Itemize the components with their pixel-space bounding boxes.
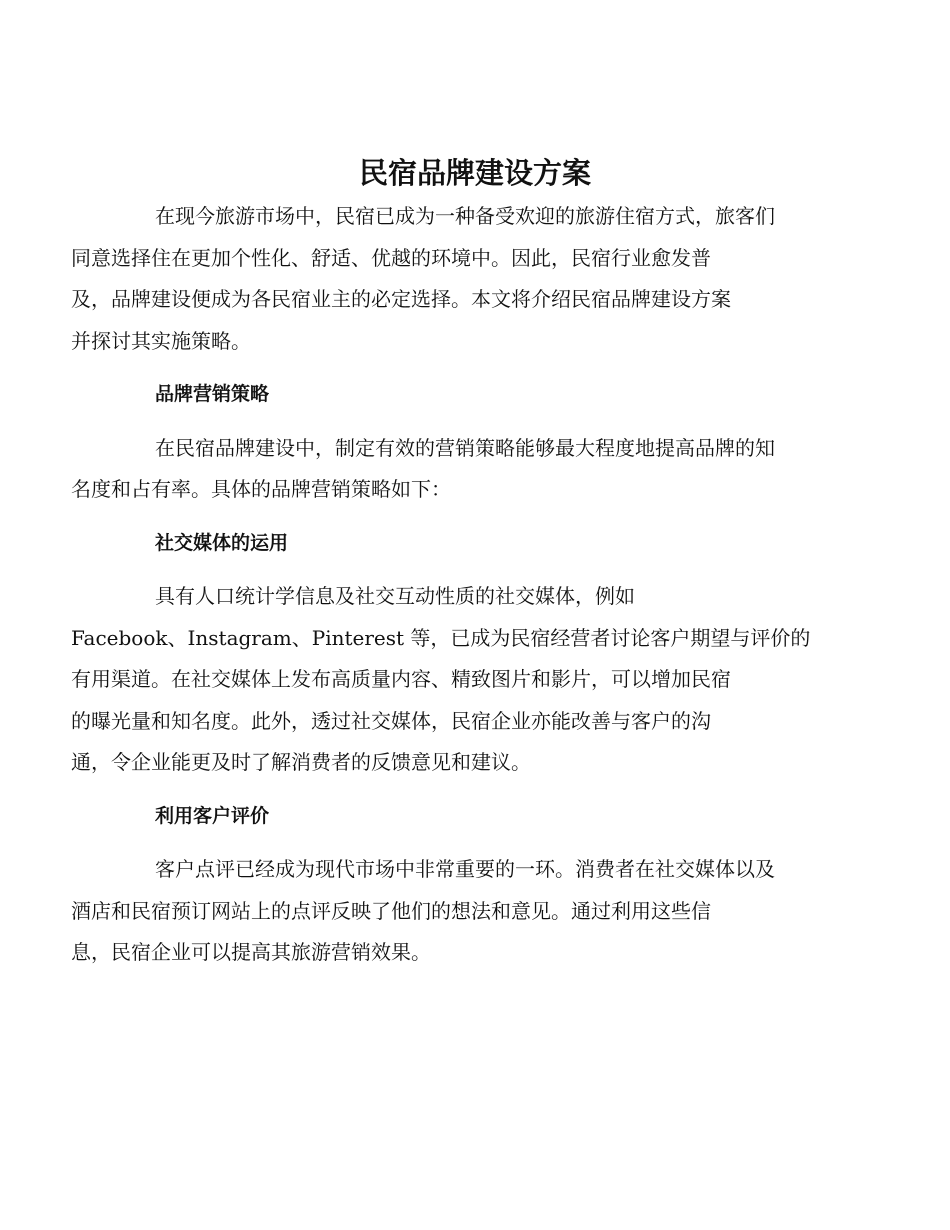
section3-paragraph [71, 849, 837, 974]
section-heading-brand-marketing: 品牌营销策略 [155, 383, 270, 405]
text-line: 通，令企业能更及时了解消费者的反馈意见和建议。 [71, 750, 531, 774]
section-heading-social-media: 社交媒体的运用 [155, 531, 289, 554]
text-line: 名度和占有率。具体的品牌营销策略如下： [71, 477, 451, 501]
text-line: 同意选择住在更加个性化、舒适、优越的环境中。因此，民宿行业愈发普 [71, 245, 711, 270]
text-line: 及，品牌建设便成为各民宿业主的必定选择。本文将介绍民宿品牌建设方案 [71, 287, 731, 311]
text-line: 在现今旅游市场中，民宿已成为一种备受欢迎的旅游住宿方式，旅客们 [155, 204, 775, 228]
text-line: 具有人口统计学信息及社交互动性质的社交媒体，例如 [155, 584, 635, 608]
text-line: 客户点评已经成为现代市场中非常重要的一环。消费者在社交媒体以及 [155, 857, 775, 881]
text-line: 并探讨其实施策略。 [71, 328, 251, 353]
text-line: 酒店和民宿预订网站上的点评反映了他们的想法和意见。通过利用这些信 [71, 898, 711, 923]
text-line: 息，民宿企业可以提高其旅游营销效果。 [71, 940, 431, 964]
text-line: 的曝光量和知名度。此外，透过社交媒体，民宿企业亦能改善与客户的沟 [71, 708, 711, 733]
section-heading-customer-reviews: 利用客户评价 [155, 804, 270, 827]
section1-paragraph [71, 428, 837, 511]
text-line: 在民宿品牌建设中，制定有效的营销策略能够最大程度地提高品牌的知 [155, 435, 775, 460]
document-title: 民宿品牌建设方案 [358, 156, 591, 190]
document-page [71, 150, 837, 974]
text-line: 有用渠道。在社交媒体上发布高质量内容、精致图片和影片，可以增加民宿 [71, 667, 731, 691]
text-line: Facebook、Instagram、Pinterest 等，已成为民宿经营者讨论客户期望与评价的 [71, 625, 811, 650]
section2-paragraph [71, 576, 837, 784]
intro-paragraph [71, 196, 837, 362]
